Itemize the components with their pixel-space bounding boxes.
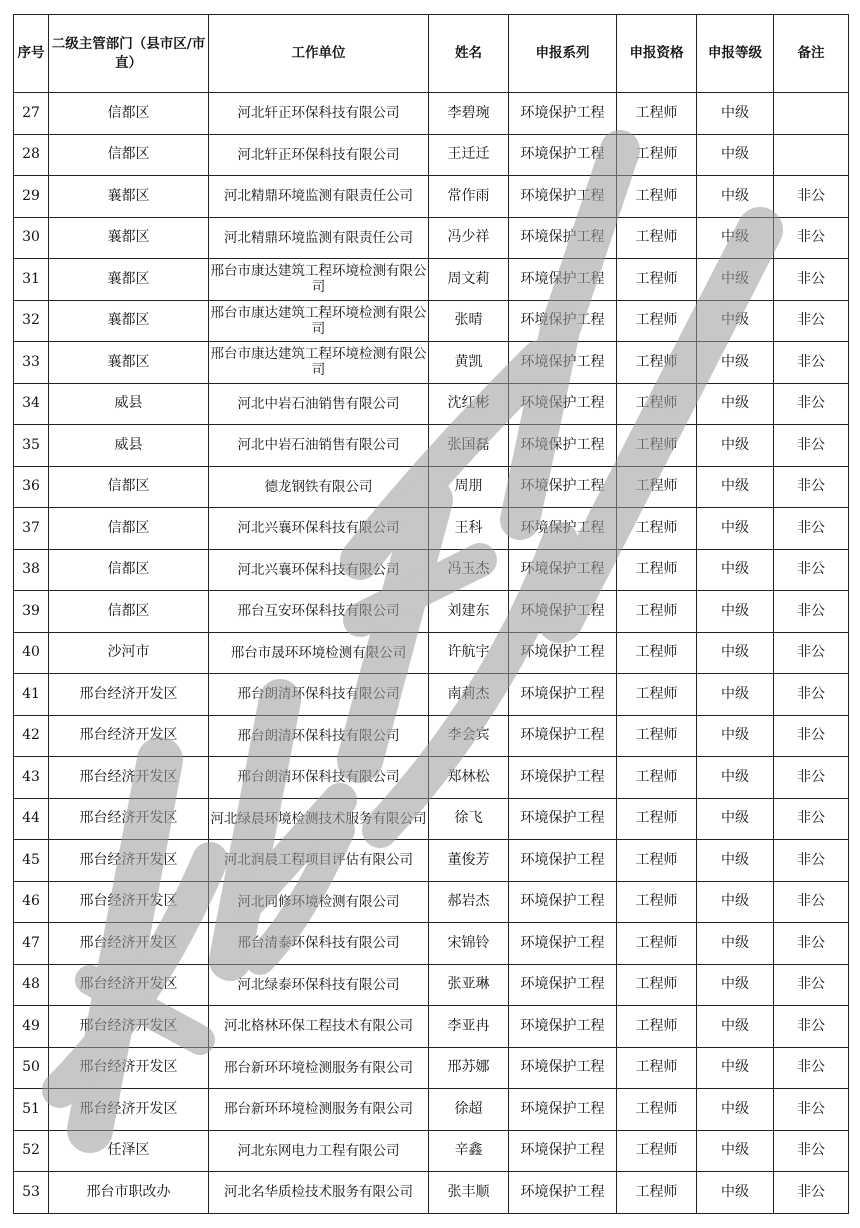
department-cell: 邢台经济开发区 — [49, 1006, 209, 1048]
table-row — [14, 757, 849, 799]
table-row — [14, 93, 849, 135]
application-level-cell: 中级 — [697, 383, 774, 425]
work-unit-cell: 邢台清泰环保科技有限公司 — [209, 923, 429, 965]
application-series-cell: 环境保护工程 — [509, 466, 617, 508]
qualification-cell: 工程师 — [617, 466, 697, 508]
row-number-cell: 43 — [14, 757, 49, 799]
table-row — [14, 1047, 849, 1089]
work-unit-cell: 邢台朗清环保科技有限公司 — [209, 674, 429, 716]
table-row — [14, 425, 849, 467]
note-cell: 非公 — [774, 176, 849, 218]
note-cell: 非公 — [774, 549, 849, 591]
application-series-cell: 环境保护工程 — [509, 1130, 617, 1172]
person-name-cell: 邢苏娜 — [429, 1047, 509, 1089]
application-level-cell: 中级 — [697, 923, 774, 965]
application-series-cell: 环境保护工程 — [509, 840, 617, 882]
work-unit-cell: 河北格林环保工程技术有限公司 — [209, 1006, 429, 1048]
application-level-cell: 中级 — [697, 881, 774, 923]
row-number-cell: 30 — [14, 217, 49, 259]
qualification-cell: 工程师 — [617, 508, 697, 550]
row-number-cell: 33 — [14, 342, 49, 384]
application-level-cell: 中级 — [697, 134, 774, 176]
row-number-cell: 46 — [14, 881, 49, 923]
row-number-cell: 47 — [14, 923, 49, 965]
department-cell: 威县 — [49, 425, 209, 467]
work-unit-cell: 河北绿泰环保科技有限公司 — [209, 964, 429, 1006]
work-unit-cell: 邢台朗清环保科技有限公司 — [209, 757, 429, 799]
application-level-cell: 中级 — [697, 176, 774, 218]
row-number-cell: 38 — [14, 549, 49, 591]
table-row — [14, 798, 849, 840]
application-series-cell: 环境保护工程 — [509, 757, 617, 799]
department-cell: 威县 — [49, 383, 209, 425]
person-name-cell: 徐超 — [429, 1089, 509, 1131]
qualification-cell: 工程师 — [617, 881, 697, 923]
department-cell: 邢台经济开发区 — [49, 1047, 209, 1089]
note-cell: 非公 — [774, 881, 849, 923]
row-number-cell: 41 — [14, 674, 49, 716]
application-level-cell: 中级 — [697, 840, 774, 882]
table-row — [14, 1006, 849, 1048]
row-number-cell: 50 — [14, 1047, 49, 1089]
person-name-cell: 冯玉杰 — [429, 549, 509, 591]
application-series-cell: 环境保护工程 — [509, 881, 617, 923]
qualification-cell: 工程师 — [617, 1130, 697, 1172]
application-series-cell: 环境保护工程 — [509, 383, 617, 425]
application-series-cell: 环境保护工程 — [509, 342, 617, 384]
note-cell: 非公 — [774, 923, 849, 965]
application-level-cell: 中级 — [697, 1006, 774, 1048]
note-cell: 非公 — [774, 674, 849, 716]
row-number-cell: 49 — [14, 1006, 49, 1048]
person-name-cell: 南莉杰 — [429, 674, 509, 716]
note-cell: 非公 — [774, 1172, 849, 1214]
person-name-cell: 刘建东 — [429, 591, 509, 633]
qualification-cell: 工程师 — [617, 342, 697, 384]
note-cell: 非公 — [774, 1006, 849, 1048]
application-level-cell: 中级 — [697, 300, 774, 342]
qualification-cell: 工程师 — [617, 1172, 697, 1214]
qualification-cell: 工程师 — [617, 217, 697, 259]
department-cell: 信都区 — [49, 549, 209, 591]
application-level-cell: 中级 — [697, 632, 774, 674]
application-level-cell: 中级 — [697, 425, 774, 467]
row-number-cell: 39 — [14, 591, 49, 633]
table-row — [14, 342, 849, 384]
note-cell: 非公 — [774, 300, 849, 342]
person-name-cell: 辛鑫 — [429, 1130, 509, 1172]
person-name-cell: 李会宾 — [429, 715, 509, 757]
department-cell: 邢台经济开发区 — [49, 881, 209, 923]
person-name-cell: 李碧琬 — [429, 93, 509, 135]
application-level-cell: 中级 — [697, 342, 774, 384]
table-row — [14, 508, 849, 550]
work-unit-cell: 河北轩正环保科技有限公司 — [209, 93, 429, 135]
application-level-cell: 中级 — [697, 1130, 774, 1172]
row-number-cell: 29 — [14, 176, 49, 218]
work-unit-cell: 河北同修环境检测有限公司 — [209, 881, 429, 923]
department-cell: 邢台市职改办 — [49, 1172, 209, 1214]
application-series-cell: 环境保护工程 — [509, 300, 617, 342]
table-row — [14, 923, 849, 965]
department-cell: 襄都区 — [49, 176, 209, 218]
work-unit-cell: 邢台市康达建筑工程环境检测有限公司 — [209, 342, 429, 384]
work-unit-cell: 邢台朗清环保科技有限公司 — [209, 715, 429, 757]
application-series-cell: 环境保护工程 — [509, 176, 617, 218]
qualification-cell: 工程师 — [617, 549, 697, 591]
table-body — [14, 93, 849, 1214]
application-level-cell: 中级 — [697, 549, 774, 591]
department-cell: 襄都区 — [49, 342, 209, 384]
application-series-cell: 环境保护工程 — [509, 798, 617, 840]
row-number-cell: 35 — [14, 425, 49, 467]
qualification-cell: 工程师 — [617, 1089, 697, 1131]
application-series-cell: 环境保护工程 — [509, 674, 617, 716]
table-row — [14, 1089, 849, 1131]
header-work-unit: 工作单位 — [209, 15, 429, 93]
application-series-cell: 环境保护工程 — [509, 549, 617, 591]
application-series-cell: 环境保护工程 — [509, 1006, 617, 1048]
table-row — [14, 715, 849, 757]
table-row — [14, 466, 849, 508]
department-cell: 沙河市 — [49, 632, 209, 674]
row-number-cell: 52 — [14, 1130, 49, 1172]
roster-table — [13, 14, 849, 1214]
note-cell: 非公 — [774, 217, 849, 259]
work-unit-cell: 河北东网电力工程有限公司 — [209, 1130, 429, 1172]
qualification-cell: 工程师 — [617, 923, 697, 965]
application-level-cell: 中级 — [697, 1172, 774, 1214]
work-unit-cell: 河北轩正环保科技有限公司 — [209, 134, 429, 176]
work-unit-cell: 河北润晨工程项目评估有限公司 — [209, 840, 429, 882]
application-series-cell: 环境保护工程 — [509, 93, 617, 135]
table-row — [14, 176, 849, 218]
application-series-cell: 环境保护工程 — [509, 1172, 617, 1214]
department-cell: 邢台经济开发区 — [49, 674, 209, 716]
application-level-cell: 中级 — [697, 466, 774, 508]
note-cell: 非公 — [774, 1130, 849, 1172]
row-number-cell: 48 — [14, 964, 49, 1006]
application-level-cell: 中级 — [697, 674, 774, 716]
application-series-cell: 环境保护工程 — [509, 1047, 617, 1089]
person-name-cell: 王迁迁 — [429, 134, 509, 176]
note-cell — [774, 93, 849, 135]
note-cell: 非公 — [774, 798, 849, 840]
application-series-cell: 环境保护工程 — [509, 964, 617, 1006]
row-number-cell: 37 — [14, 508, 49, 550]
work-unit-cell: 邢台新环环境检测服务有限公司 — [209, 1047, 429, 1089]
table-row — [14, 1172, 849, 1214]
qualification-cell: 工程师 — [617, 715, 697, 757]
department-cell: 襄都区 — [49, 259, 209, 301]
department-cell: 信都区 — [49, 466, 209, 508]
person-name-cell: 张亚琳 — [429, 964, 509, 1006]
note-cell: 非公 — [774, 1089, 849, 1131]
qualification-cell: 工程师 — [617, 757, 697, 799]
application-level-cell: 中级 — [697, 591, 774, 633]
qualification-cell: 工程师 — [617, 383, 697, 425]
department-cell: 邢台经济开发区 — [49, 964, 209, 1006]
qualification-cell: 工程师 — [617, 176, 697, 218]
person-name-cell: 冯少祥 — [429, 217, 509, 259]
note-cell: 非公 — [774, 632, 849, 674]
header-level: 申报等级 — [697, 15, 774, 93]
person-name-cell: 王科 — [429, 508, 509, 550]
application-series-cell: 环境保护工程 — [509, 1089, 617, 1131]
note-cell — [774, 134, 849, 176]
note-cell: 非公 — [774, 342, 849, 384]
table-row — [14, 674, 849, 716]
table-row — [14, 964, 849, 1006]
note-cell: 非公 — [774, 840, 849, 882]
person-name-cell: 郝岩杰 — [429, 881, 509, 923]
qualification-cell: 工程师 — [617, 1047, 697, 1089]
row-number-cell: 44 — [14, 798, 49, 840]
row-number-cell: 40 — [14, 632, 49, 674]
person-name-cell: 黄凯 — [429, 342, 509, 384]
work-unit-cell: 邢台市晟环环境检测有限公司 — [209, 632, 429, 674]
qualification-cell: 工程师 — [617, 134, 697, 176]
row-number-cell: 45 — [14, 840, 49, 882]
application-level-cell: 中级 — [697, 798, 774, 840]
person-name-cell: 许航宇 — [429, 632, 509, 674]
application-series-cell: 环境保护工程 — [509, 923, 617, 965]
work-unit-cell: 德龙钢铁有限公司 — [209, 466, 429, 508]
work-unit-cell: 河北兴襄环保科技有限公司 — [209, 508, 429, 550]
note-cell: 非公 — [774, 1047, 849, 1089]
qualification-cell: 工程师 — [617, 93, 697, 135]
table-row — [14, 134, 849, 176]
table-row — [14, 259, 849, 301]
person-name-cell: 李亚冉 — [429, 1006, 509, 1048]
table-row — [14, 632, 849, 674]
department-cell: 邢台经济开发区 — [49, 840, 209, 882]
department-cell: 襄都区 — [49, 217, 209, 259]
application-level-cell: 中级 — [697, 715, 774, 757]
row-number-cell: 42 — [14, 715, 49, 757]
row-number-cell: 51 — [14, 1089, 49, 1131]
table-row — [14, 591, 849, 633]
row-number-cell: 36 — [14, 466, 49, 508]
note-cell: 非公 — [774, 383, 849, 425]
header-no: 序号 — [14, 15, 49, 93]
application-level-cell: 中级 — [697, 217, 774, 259]
qualification-cell: 工程师 — [617, 798, 697, 840]
note-cell: 非公 — [774, 425, 849, 467]
person-name-cell: 常作雨 — [429, 176, 509, 218]
person-name-cell: 张丰顺 — [429, 1172, 509, 1214]
person-name-cell: 张国磊 — [429, 425, 509, 467]
department-cell: 信都区 — [49, 508, 209, 550]
department-cell: 邢台经济开发区 — [49, 715, 209, 757]
department-cell: 邢台经济开发区 — [49, 1089, 209, 1131]
header-series: 申报系列 — [509, 15, 617, 93]
person-name-cell: 周文莉 — [429, 259, 509, 301]
table-row — [14, 881, 849, 923]
department-cell: 邢台经济开发区 — [49, 798, 209, 840]
qualification-cell: 工程师 — [617, 259, 697, 301]
work-unit-cell: 河北精鼎环境监测有限责任公司 — [209, 217, 429, 259]
person-name-cell: 郑林松 — [429, 757, 509, 799]
qualification-cell: 工程师 — [617, 425, 697, 467]
application-series-cell: 环境保护工程 — [509, 259, 617, 301]
application-level-cell: 中级 — [697, 93, 774, 135]
person-name-cell: 董俊芳 — [429, 840, 509, 882]
note-cell: 非公 — [774, 466, 849, 508]
table-row — [14, 383, 849, 425]
qualification-cell: 工程师 — [617, 840, 697, 882]
person-name-cell: 张晴 — [429, 300, 509, 342]
header-department: 二级主管部门（县市区/市直） — [49, 15, 209, 93]
department-cell: 襄都区 — [49, 300, 209, 342]
application-level-cell: 中级 — [697, 757, 774, 799]
note-cell: 非公 — [774, 591, 849, 633]
work-unit-cell: 河北兴襄环保科技有限公司 — [209, 549, 429, 591]
department-cell: 邢台经济开发区 — [49, 923, 209, 965]
header-note: 备注 — [774, 15, 849, 93]
note-cell: 非公 — [774, 964, 849, 1006]
department-cell: 邢台经济开发区 — [49, 757, 209, 799]
note-cell: 非公 — [774, 259, 849, 301]
row-number-cell: 27 — [14, 93, 49, 135]
application-series-cell: 环境保护工程 — [509, 217, 617, 259]
header-name: 姓名 — [429, 15, 509, 93]
application-series-cell: 环境保护工程 — [509, 715, 617, 757]
row-number-cell: 31 — [14, 259, 49, 301]
person-name-cell: 宋锦铃 — [429, 923, 509, 965]
work-unit-cell: 河北中岩石油销售有限公司 — [209, 383, 429, 425]
row-number-cell: 34 — [14, 383, 49, 425]
note-cell: 非公 — [774, 757, 849, 799]
qualification-cell: 工程师 — [617, 964, 697, 1006]
header-qualification: 申报资格 — [617, 15, 697, 93]
table-row — [14, 549, 849, 591]
application-series-cell: 环境保护工程 — [509, 591, 617, 633]
application-level-cell: 中级 — [697, 508, 774, 550]
table-row — [14, 300, 849, 342]
application-level-cell: 中级 — [697, 1047, 774, 1089]
application-series-cell: 环境保护工程 — [509, 632, 617, 674]
table-row — [14, 217, 849, 259]
note-cell: 非公 — [774, 508, 849, 550]
department-cell: 信都区 — [49, 134, 209, 176]
person-name-cell: 徐飞 — [429, 798, 509, 840]
header-row — [14, 15, 849, 93]
note-cell: 非公 — [774, 715, 849, 757]
department-cell: 任泽区 — [49, 1130, 209, 1172]
application-series-cell: 环境保护工程 — [509, 508, 617, 550]
person-name-cell: 周朋 — [429, 466, 509, 508]
qualification-cell: 工程师 — [617, 674, 697, 716]
table-row — [14, 1130, 849, 1172]
work-unit-cell: 邢台新环环境检测服务有限公司 — [209, 1089, 429, 1131]
department-cell: 信都区 — [49, 93, 209, 135]
qualification-cell: 工程师 — [617, 591, 697, 633]
person-name-cell: 沈红彬 — [429, 383, 509, 425]
application-series-cell: 环境保护工程 — [509, 425, 617, 467]
department-cell: 信都区 — [49, 591, 209, 633]
row-number-cell: 28 — [14, 134, 49, 176]
work-unit-cell: 河北绿晨环境检测技术服务有限公司 — [209, 798, 429, 840]
row-number-cell: 32 — [14, 300, 49, 342]
application-series-cell: 环境保护工程 — [509, 134, 617, 176]
qualification-cell: 工程师 — [617, 632, 697, 674]
work-unit-cell: 邢台互安环保科技有限公司 — [209, 591, 429, 633]
work-unit-cell: 河北名华质检技术服务有限公司 — [209, 1172, 429, 1214]
work-unit-cell: 邢台市康达建筑工程环境检测有限公司 — [209, 259, 429, 301]
work-unit-cell: 河北精鼎环境监测有限责任公司 — [209, 176, 429, 218]
qualification-cell: 工程师 — [617, 1006, 697, 1048]
work-unit-cell: 邢台市康达建筑工程环境检测有限公司 — [209, 300, 429, 342]
application-level-cell: 中级 — [697, 259, 774, 301]
work-unit-cell: 河北中岩石油销售有限公司 — [209, 425, 429, 467]
table-row — [14, 840, 849, 882]
qualification-cell: 工程师 — [617, 300, 697, 342]
application-level-cell: 中级 — [697, 964, 774, 1006]
row-number-cell: 53 — [14, 1172, 49, 1214]
application-level-cell: 中级 — [697, 1089, 774, 1131]
